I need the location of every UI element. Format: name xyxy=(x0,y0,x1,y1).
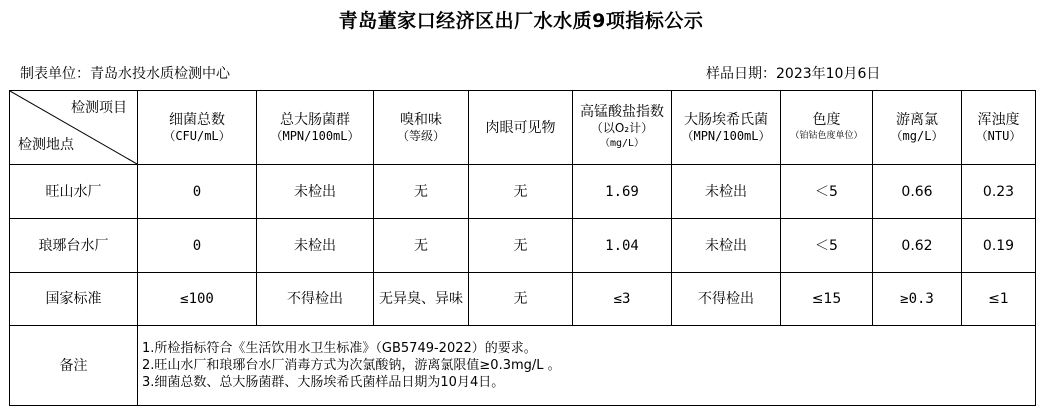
notes-label: 备注 xyxy=(10,326,138,406)
header-name: 总大肠菌群 xyxy=(280,111,350,128)
value-cell: 无 xyxy=(469,219,573,273)
limit-cell: ≤100 xyxy=(138,273,257,326)
header-unit: （铂钴色度单位） xyxy=(790,130,863,141)
page-title: 青岛董家口经济区出厂水水质9项指标公示 xyxy=(338,10,704,32)
header-permanganate xyxy=(573,91,672,165)
value-cell: 1.04 xyxy=(573,219,672,273)
header-chroma xyxy=(781,91,873,165)
value-cell: 无 xyxy=(469,165,573,219)
header-coliform xyxy=(257,91,374,165)
header-unit: （MPN/100mL） xyxy=(270,128,360,143)
value-cell: 0 xyxy=(138,165,257,219)
note-line: 2.旺山水厂和琅琊台水厂消毒方式为次氯酸钠，游离氯限值≥0.3mg/L 。 xyxy=(142,358,561,373)
note-line: 3.细菌总数、总大肠菌群、大肠埃希氏菌样品日期为10月4日。 xyxy=(142,375,505,390)
value-cell: 未检出 xyxy=(672,165,781,219)
value-cell: 1.69 xyxy=(573,165,672,219)
notes-row xyxy=(10,326,1036,406)
limit-cell: 不得检出 xyxy=(672,273,781,326)
value-cell: 无 xyxy=(374,219,469,273)
header-unit: （以O₂计） xyxy=(590,120,654,135)
value-cell: 0.62 xyxy=(873,219,962,273)
header-name: 大肠埃希氏菌 xyxy=(684,111,768,128)
limit-cell: ≤3 xyxy=(573,273,672,326)
table-row xyxy=(10,219,1036,273)
header-row xyxy=(10,91,1036,165)
sample-date: 样品日期：2023年10月6日 xyxy=(706,66,881,82)
header-free-chlorine xyxy=(873,91,962,165)
notes-cell xyxy=(138,326,1036,406)
header-odor xyxy=(374,91,469,165)
header-name: 肉眼可见物 xyxy=(485,119,556,136)
limit-cell: ≤1 xyxy=(962,273,1036,326)
value-cell: 0.19 xyxy=(962,219,1036,273)
header-unit-2: （mg/L） xyxy=(599,137,645,149)
header-name: 细菌总数 xyxy=(169,111,225,128)
value-cell: 未检出 xyxy=(257,165,374,219)
standard-row xyxy=(10,273,1036,326)
limit-cell: ≥0.3 xyxy=(873,273,962,326)
header-bacteria xyxy=(138,91,257,165)
corner-header-cell xyxy=(10,91,138,165)
limit-cell: ≤15 xyxy=(781,273,873,326)
note-line: 1.所检指标符合《生活饮用水卫生标准》（GB5749-2022）的要求。 xyxy=(142,341,537,356)
header-unit: （CFU/mL） xyxy=(163,128,231,143)
header-name: 浑浊度 xyxy=(977,111,1020,128)
header-unit: （mg/L） xyxy=(890,128,944,143)
table-row xyxy=(10,165,1036,219)
header-name: 游离氯 xyxy=(896,111,938,128)
limit-cell: 无 xyxy=(469,273,573,326)
limit-cell: 不得检出 xyxy=(257,273,374,326)
value-cell: 未检出 xyxy=(672,219,781,273)
header-name: 高锰酸盐指数 xyxy=(580,103,664,120)
header-name: 色度 xyxy=(812,111,841,128)
value-cell: 0.66 xyxy=(873,165,962,219)
value-cell: ＜5 xyxy=(781,165,873,219)
site-cell: 国家标准 xyxy=(10,273,138,326)
header-visible-matter xyxy=(469,91,573,165)
limit-cell: 无异臭、异味 xyxy=(374,273,469,326)
header-unit: （等级） xyxy=(396,128,445,143)
header-name: 嗅和味 xyxy=(400,111,442,128)
header-unit: （NTU） xyxy=(975,128,1022,143)
corner-item-label: 检测项目 xyxy=(71,100,127,116)
site-cell: 琅琊台水厂 xyxy=(10,219,138,273)
value-cell: 无 xyxy=(374,165,469,219)
value-cell: ＜5 xyxy=(781,219,873,273)
value-cell: 0 xyxy=(138,219,257,273)
water-quality-table xyxy=(9,90,1036,406)
header-unit: （MPN/100mL） xyxy=(681,128,771,143)
corner-site-label: 检测地点 xyxy=(18,137,74,153)
value-cell: 0.23 xyxy=(962,165,1036,219)
header-ecoli xyxy=(672,91,781,165)
value-cell: 未检出 xyxy=(257,219,374,273)
header-turbidity xyxy=(962,91,1036,165)
producer-unit: 制表单位：青岛水投水质检测中心 xyxy=(20,66,230,82)
site-cell: 旺山水厂 xyxy=(10,165,138,219)
